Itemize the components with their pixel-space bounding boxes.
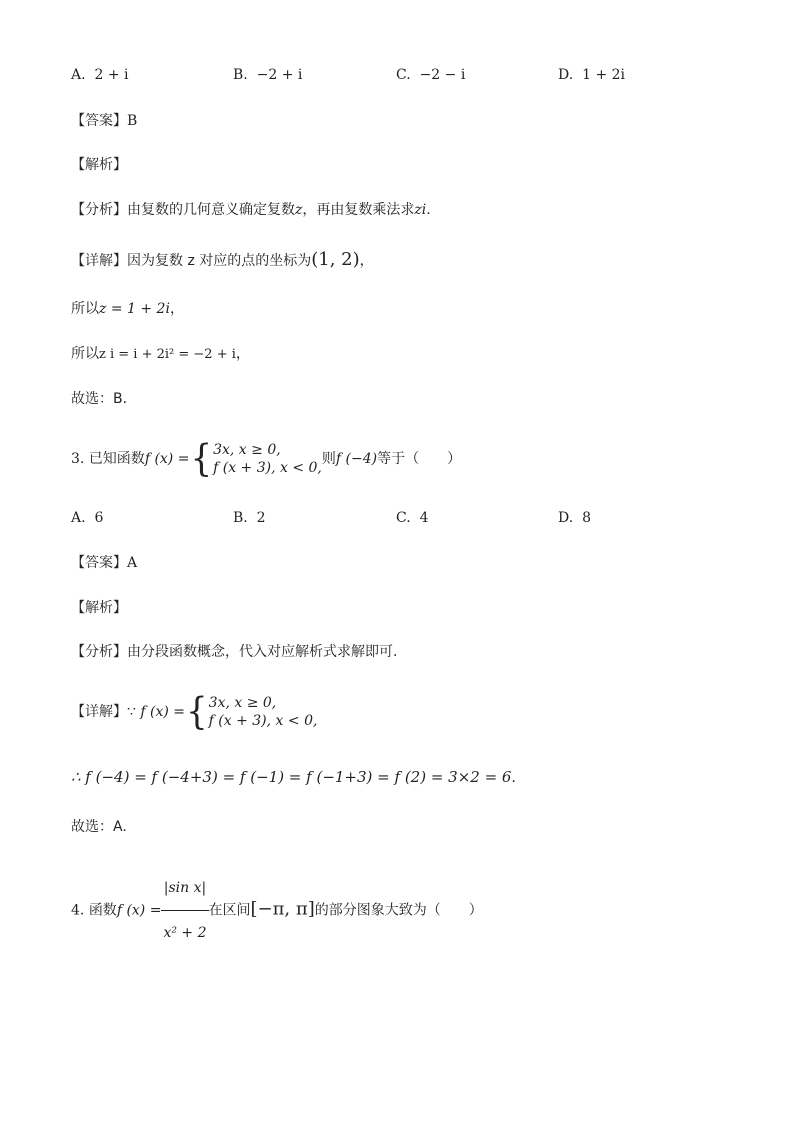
q2-option-d: D. 1 + 2i [558,67,626,83]
q2-choose: 故选：B． [71,391,137,407]
q4-fraction: $\frac{\text{|sin x|}}{\text{x² + 2}}$ [161,866,208,955]
q3-option-b: B. 2 [233,510,266,526]
q2-step1: 所以z = 1 + 2i， [71,301,184,317]
q2-option-c: C. −2 − i [396,67,466,83]
q4-stem: 4. 函数f (x) = $\frac{\text{|sin x|}}{\text{x² + 2}}$ 在区间[−π, π]的部分图象大致为（ ） [71,866,483,955]
q3-option-c: C. 4 [396,510,429,526]
q3-piecewise: 3x, x ≥ 0, f (x + 3), x < 0, [213,442,322,476]
q2-step2: 所以z i = i + 2i² = −2 + i， [71,346,250,362]
q3-detail: 【详解】∵ f (x) ={ 3x, x ≥ 0, f (x + 3), x < 0, [71,690,318,734]
q3-analysis-label: 【解析】 [71,600,127,616]
q3-stem: 3. 已知函数f (x) ={ 3x, x ≥ 0, f (x + 3), x < 0, 则f (−4)等于（ ） [71,437,462,481]
q3-choose: 故选：A. [71,819,127,835]
q3-answer: 【答案】A [71,555,138,571]
q2-option-b: B. −2 + i [233,67,303,83]
q3-chain: ∴ f (−4) = f (−4+3) = f (−1) = f (−1+3) = f (2) = 3×2 = 6． [71,768,526,786]
q3-fenxi: 【分析】由分段函数概念，代入对应解析式求解即可. [71,644,398,660]
q2-analysis-label: 【解析】 [71,157,127,173]
q2-option-a: A. 2 + i [71,67,129,83]
q2-answer: 【答案】B [71,113,138,129]
q2-detail: 【详解】因为复数 z 对应的点的坐标为(1, 2)， [71,249,374,270]
q2-fenxi: 【分析】由复数的几何意义确定复数z，再由复数乘法求zi. [71,202,431,218]
brace-icon: { [190,437,213,481]
q3-option-d: D. 8 [558,510,592,526]
brace-icon: { [186,690,208,734]
q3-option-a: A. 6 [71,510,104,526]
q3-detail-piecewise: 3x, x ≥ 0, f (x + 3), x < 0, [208,695,318,729]
